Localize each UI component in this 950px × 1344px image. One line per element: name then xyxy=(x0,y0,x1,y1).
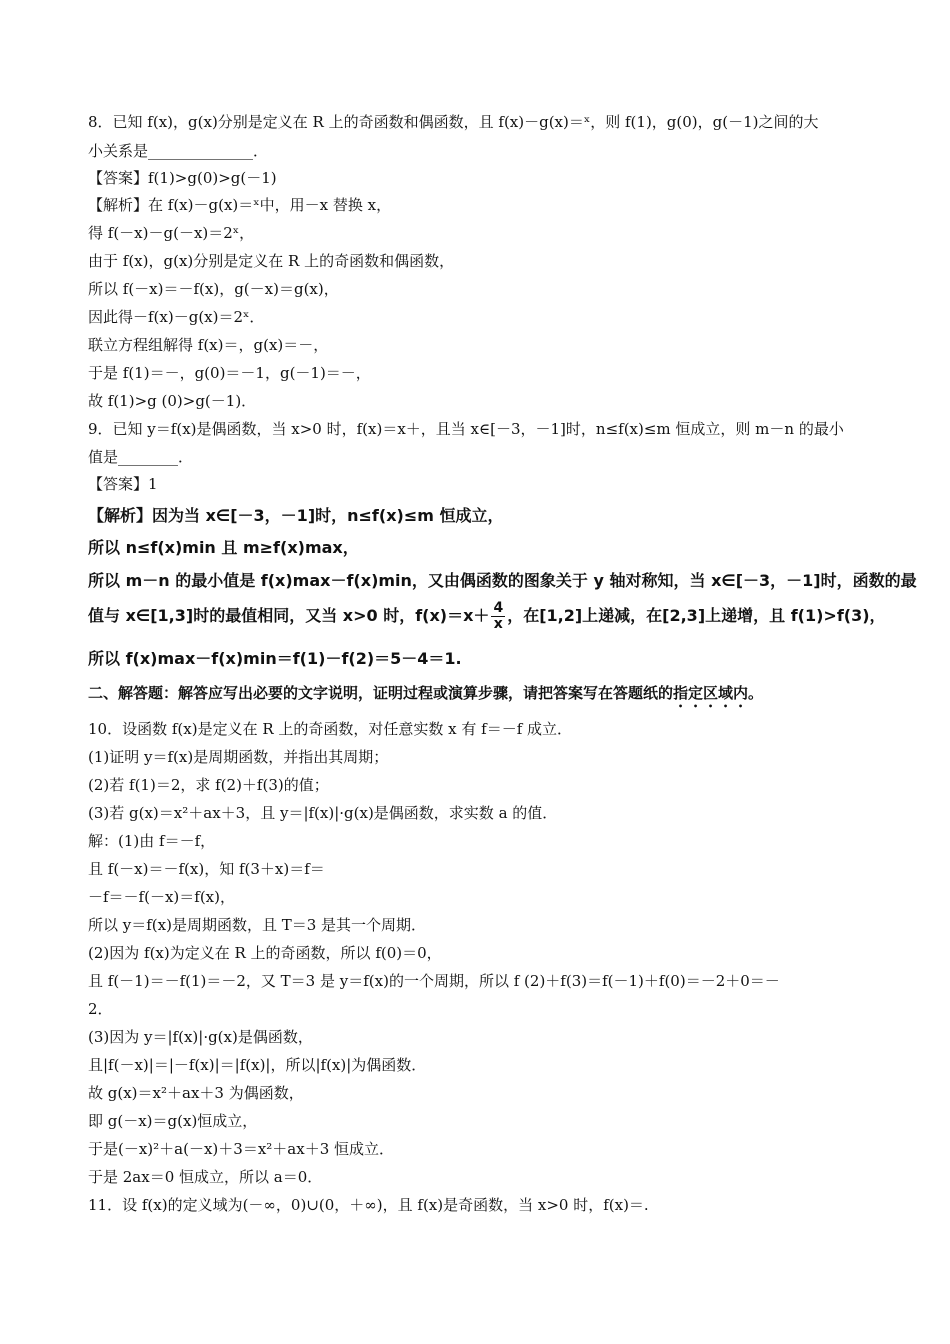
q8-analysis-line: 故 f(1)>g (0)>g(－1)． xyxy=(88,392,257,410)
q10-line: 所以 y＝f(x)是周期函数，且 T＝3 是其一个周期． xyxy=(88,916,427,934)
q8-analysis-line: 由于 f(x)，g(x)分别是定义在 R 上的奇函数和偶函数， xyxy=(88,252,455,270)
section-heading-emphasis: 指定区域内 xyxy=(673,684,749,702)
section-heading-end: 。 xyxy=(748,684,764,702)
q10-line: 故 g(x)＝x²＋ax＋3 为偶函数， xyxy=(88,1084,304,1102)
q8-analysis-line: 所以 f(－x)＝－f(x)，g(－x)＝g(x)， xyxy=(88,280,339,298)
q8-analysis-line: 联立方程组解得 f(x)＝，g(x)＝－， xyxy=(88,336,329,354)
q10-line: (2)若 f(1)＝2，求 f(2)＋f(3)的值； xyxy=(88,776,329,794)
q10-line: 且 f(－1)＝－f(1)＝－2，又 T＝3 是 y＝f(x)的一个周期，所以 f (2)＋f(3)＝f(－1)＋f(0)＝－2＋0＝－ xyxy=(88,972,780,990)
q9-stem-line1: 9．已知 y＝f(x)是偶函数，当 x>0 时，f(x)＝x＋，且当 x∈[－3，－1]时，n≤f(x)≤m 恒成立，则 m－n 的最小 xyxy=(88,420,844,438)
fraction-4-over-x xyxy=(491,601,505,632)
fraction-numerator: 4 xyxy=(493,600,504,616)
q10-line: (1)证明 y＝f(x)是周期函数，并指出其周期； xyxy=(88,748,389,766)
q9-analysis-line: 所以 n≤f(x)min 且 m≥f(x)max， xyxy=(88,538,359,557)
q8-analysis-line: 得 f(－x)－g(－x)＝2ˣ， xyxy=(88,224,255,242)
q10-line: (2)因为 f(x)为定义在 R 上的奇函数，所以 f(0)＝0， xyxy=(88,944,442,962)
q9-analysis-text: ，在[1,2]上递减，在[2,3]上递增，且 f(1)>f(3)， xyxy=(507,606,886,625)
q10-line: 于是(－x)²＋a(－x)＋3＝x²＋ax＋3 恒成立． xyxy=(88,1140,395,1158)
q10-line: 且 f(－x)＝－f(x)，知 f(3＋x)＝f＝ xyxy=(88,860,325,878)
q8-stem-line2: 小关系是______________． xyxy=(88,142,269,160)
q9-stem-line2: 值是________． xyxy=(88,448,194,466)
fraction-denominator: x xyxy=(493,616,503,632)
q9-analysis-text: 值与 x∈[1,3]时的最值相同，又当 x>0 时，f(x)＝x＋ xyxy=(88,606,490,625)
q10-line: (3)若 g(x)＝x²＋ax＋3，且 y＝|f(x)|·g(x)是偶函数，求实数 a 的值． xyxy=(88,804,558,822)
q10-line: 解：(1)由 f＝－f， xyxy=(88,832,216,850)
q11-stem-line1: 11．设 f(x)的定义域为(－∞，0)∪(0，＋∞)，且 f(x)是奇函数，当 x>0 时，f(x)＝. xyxy=(88,1196,649,1214)
q10-line: (3)因为 y＝|f(x)|·g(x)是偶函数， xyxy=(88,1028,313,1046)
q8-stem-line1: 8．已知 f(x)，g(x)分别是定义在 R 上的奇函数和偶函数，且 f(x)－g(x)＝ˣ，则 f(1)，g(0)，g(－1)之间的大 xyxy=(88,113,819,131)
q9-analysis-line: 所以 f(x)max－f(x)min＝f(1)－f(2)＝5－4＝1. xyxy=(88,649,462,668)
q10-line: 且|f(－x)|＝|－f(x)|＝|f(x)|，所以|f(x)|为偶函数． xyxy=(88,1056,427,1074)
section-heading-text: 二、解答题：解答应写出必要的文字说明，证明过程或演算步骤，请把答案写在答题纸的 xyxy=(88,684,674,702)
q9-answer: 【答案】1 xyxy=(88,475,158,493)
q9-analysis-line: 所以 m－n 的最小值是 f(x)max－f(x)min，又由偶函数的图象关于 y 轴对称知，当 x∈[－3，－1]时，函数的最 xyxy=(88,571,917,590)
q10-line: 2． xyxy=(88,1000,113,1018)
q9-analysis-line: 【解析】因为当 x∈[－3，－1]时，n≤f(x)≤m 恒成立， xyxy=(88,506,504,525)
q10-line: 10．设函数 f(x)是定义在 R 上的奇函数，对任意实数 x 有 f＝－f 成立． xyxy=(88,720,573,738)
q10-line: 即 g(－x)＝g(x)恒成立， xyxy=(88,1112,258,1130)
q10-line: 于是 2ax＝0 恒成立，所以 a＝0． xyxy=(88,1168,323,1186)
q8-analysis-line: 于是 f(1)＝－，g(0)＝－1，g(－1)＝－， xyxy=(88,364,371,382)
q10-line: －f＝－f(－x)＝f(x)， xyxy=(88,888,235,906)
q8-analysis-line: 因此得－f(x)－g(x)＝2ˣ． xyxy=(88,308,265,326)
section-heading-2 xyxy=(88,683,763,711)
q9-analysis-line-with-fraction xyxy=(88,601,886,632)
q8-answer: 【答案】f(1)>g(0)>g(－1) xyxy=(88,169,277,187)
q8-analysis-line: 【解析】在 f(x)－g(x)＝ˣ中，用－x 替换 x， xyxy=(88,196,392,214)
